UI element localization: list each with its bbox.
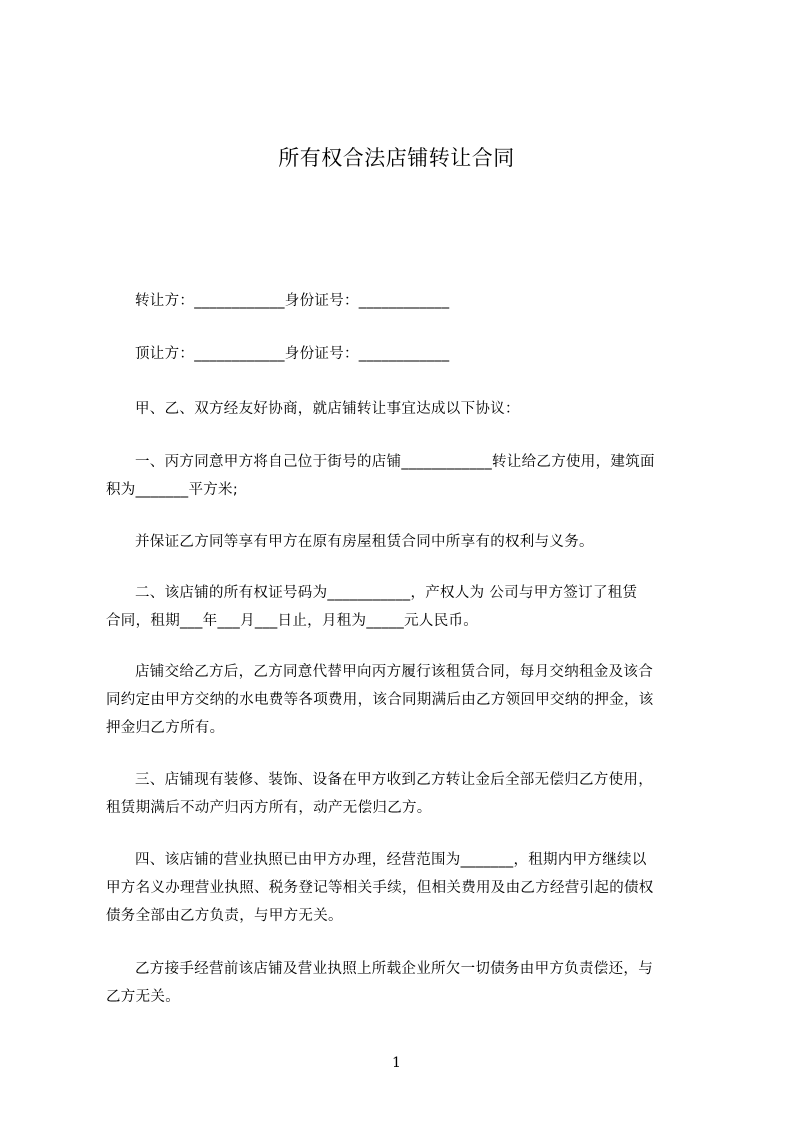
document-title: 所有权合法店铺转让合同 [278, 146, 515, 170]
clause1-line1: 一、丙方同意甲方将自己位于街号的店铺____________转让给乙方使用，建筑面 [135, 454, 655, 470]
transferor-line: 转让方：____________身份证号：____________ [135, 293, 450, 309]
clause3-line2: 租赁期满后不动产归丙方所有，动产无偿归乙方。 [106, 800, 432, 816]
handover-line3: 押金归乙方所有。 [106, 720, 225, 736]
clause1-line2: 积为_______平方米; [106, 482, 239, 498]
clause4-line1: 四、该店铺的营业执照已由甲方办理，经营范围为_______，租期内甲方继续以 [135, 852, 647, 868]
clause4-line2: 甲方名义办理营业执照、税务登记等相关手续，但相关费用及由乙方经营引起的债权 [106, 880, 654, 896]
handover-line2: 同约定由甲方交纳的水电费等各项费用，该合同期满后由乙方领回甲交纳的押金，该 [106, 692, 654, 708]
clause4-line3: 债务全部由乙方负责，与甲方无关。 [106, 908, 343, 924]
clause2-line1: 二、该店铺的所有权证号码为___________，产权人为 公司与甲方签订了租赁 [135, 585, 638, 601]
debt-line2: 乙方无关。 [106, 989, 180, 1005]
handover-line1: 店铺交给乙方后，乙方同意代替甲向丙方履行该租赁合同，每月交纳租金及该合 [135, 664, 653, 680]
clause2-line2: 合同，租期___年___月___日止，月租为_____元人民币。 [106, 613, 479, 629]
clause3-line1: 三、店铺现有装修、装饰、设备在甲方收到乙方转让金后全部无偿归乙方使用， [135, 772, 653, 788]
guarantee-paragraph: 并保证乙方同等享有甲方在原有房屋租赁合同中所享有的权利与义务。 [135, 534, 594, 550]
intro-paragraph: 甲、乙、双方经友好协商，就店铺转让事宜达成以下协议： [135, 401, 520, 417]
transferee-line: 顶让方：____________身份证号：____________ [135, 346, 450, 362]
debt-line1: 乙方接手经营前该店铺及营业执照上所载企业所欠一切债务由甲方负责偿还，与 [135, 961, 653, 977]
page-number: 1 [392, 1055, 401, 1071]
